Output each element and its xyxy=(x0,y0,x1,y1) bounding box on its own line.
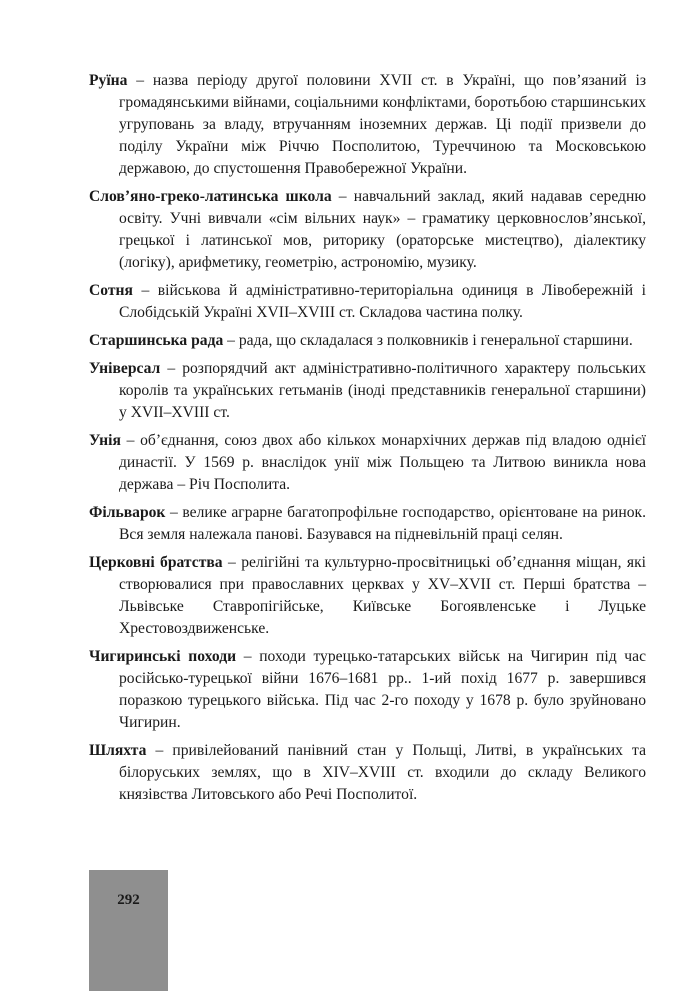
glossary-term: Старшинська рада xyxy=(89,332,224,349)
glossary-definition: – велике аграрне багатопрофільне господарство, орієнтоване на ринок. Вся земля належала панові. Базувався на підневільній праці селян. xyxy=(119,504,646,543)
glossary-definition: – об’єднання, союз двох або кількох монархічних держав під владою однієї династії. У 1569 р. внаслідок унії між Польщею та Литвою виникла нова держава – Річ Посполита. xyxy=(119,432,646,493)
glossary xyxy=(89,70,646,812)
glossary-term: Руїна xyxy=(89,72,128,89)
glossary-entry-shliakhta xyxy=(89,740,646,806)
glossary-term: Фільварок xyxy=(89,504,166,521)
glossary-term: Універсал xyxy=(89,360,161,377)
page-number-box xyxy=(89,870,168,991)
glossary-term: Шляхта xyxy=(89,742,147,759)
glossary-entry-filvarok xyxy=(89,502,646,546)
glossary-term: Чигиринські походи xyxy=(89,648,237,665)
glossary-entry-bratstva xyxy=(89,552,646,640)
glossary-definition: – назва періоду другої половини XVII ст. в Україні, що пов’язаний із громадянськими війнами, соціальними конфліктами, боротьбою старшинських угруповань за владу, втручанням іноземних держав. Ці події призвели до поділу України між Річчю Посполитою, Туреччиною та Московською державою, до спустошення Правобережної України. xyxy=(119,72,646,177)
glossary-term: Слов’яно-греко-латинська школа xyxy=(89,188,332,205)
glossary-entry-ruina xyxy=(89,70,646,180)
glossary-term: Унія xyxy=(89,432,121,449)
glossary-definition: – релігійні та культурно-просвітницькі об’єднання міщан, які створювалися при православних церквах у XV–XVII ст. Перші братства – Львівське Ставропігійське, Київське Богоявленське і Луцьке Хрестовоздвиженське. xyxy=(119,554,646,637)
glossary-definition: – навчальний заклад, який надавав середню освіту. Учні вивчали «сім вільних наук» – граматику церковнослов’янської, грецької і латинської мов, риторику (ораторське мистецтво), діалектику (логіку), арифметику, геометрію, астрономію, музику. xyxy=(119,188,646,271)
glossary-entry-universal xyxy=(89,358,646,424)
glossary-entry-uniia xyxy=(89,430,646,496)
glossary-definition: – рада, що складалася з полковників і генеральної старшини. xyxy=(223,332,633,349)
glossary-definition: – розпорядчий акт адміністративно-політичного характеру польських королів та українських гетьманів (іноді представників генеральної старшини) у XVII–XVIII ст. xyxy=(119,360,646,421)
glossary-entry-chyhyryn xyxy=(89,646,646,734)
page-number: 292 xyxy=(117,892,140,908)
glossary-definition: – привілейований панівний стан у Польщі, Литві, в українських та білоруських землях, що в XIV–XVIII ст. входили до складу Великого князівства Литовського або Речі Посполитої. xyxy=(119,742,646,803)
glossary-entry-sotnia xyxy=(89,280,646,324)
glossary-definition: – військова й адміністративно-територіальна одиниця в Лівобережній і Слобідській Україні XVII–XVIII ст. Складова частина полку. xyxy=(119,282,646,321)
glossary-definition: – походи турецько-татарських військ на Чигирин під час російсько-турецької війни 1676–1681 рр.. 1-ий похід 1677 р. завершився поразкою турецького війська. Під час 2-го походу у 1678 р. було зруйновано Чигирин. xyxy=(119,648,646,731)
glossary-term: Сотня xyxy=(89,282,133,299)
glossary-entry-school xyxy=(89,186,646,274)
glossary-entry-starshynska-rada xyxy=(89,330,646,352)
glossary-term: Церковні братства xyxy=(89,554,223,571)
